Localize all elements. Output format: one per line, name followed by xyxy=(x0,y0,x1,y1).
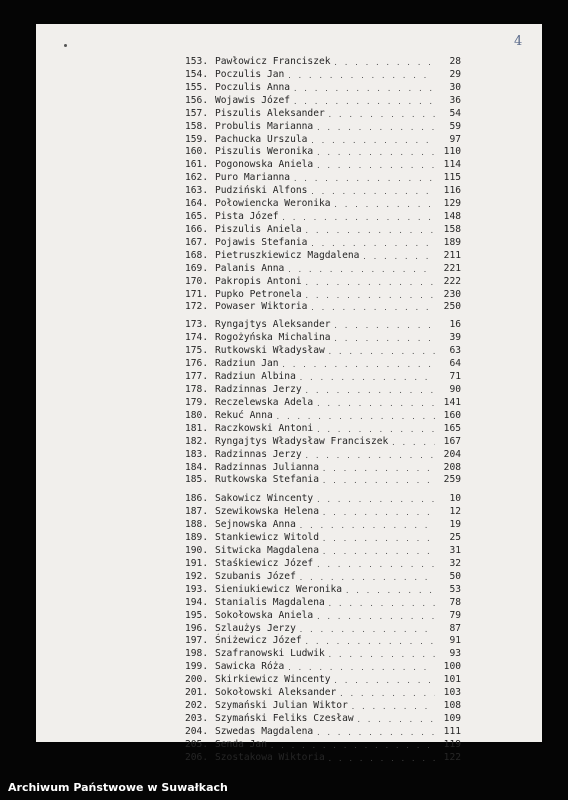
entry-number: 180. xyxy=(185,409,209,421)
entry-page: 129 xyxy=(443,198,461,210)
entry-name: Piszulis Aniela xyxy=(215,223,302,235)
entry-number: 199. xyxy=(185,661,209,673)
entry-page: 97 xyxy=(449,133,461,145)
entry-page: 111 xyxy=(443,725,461,737)
entry-number: 189. xyxy=(185,532,209,544)
entry-number: 179. xyxy=(185,396,209,408)
entry-name: Ryngajtys Aleksander xyxy=(215,319,331,331)
entry-number: 196. xyxy=(185,622,209,634)
entry-number: 190. xyxy=(185,545,209,557)
entry-name: Radzinnas Jerzy xyxy=(215,384,302,395)
list-item xyxy=(185,461,461,473)
dot-leader xyxy=(299,520,435,530)
dot-leader xyxy=(282,359,435,369)
entry-number: 168. xyxy=(185,249,209,261)
dot-leader xyxy=(316,559,435,569)
dot-leader xyxy=(328,598,435,608)
entry-number: 205. xyxy=(185,738,209,750)
entry-name: Połowiencka Weronika xyxy=(215,198,331,210)
list-item xyxy=(185,68,461,80)
entry-page: 78 xyxy=(449,596,461,608)
entry-name: Reczelewska Adela xyxy=(215,396,314,408)
entry-page: 10 xyxy=(449,493,461,505)
list-item xyxy=(185,660,461,672)
entry-name: Szymański Feliks Czesław xyxy=(215,713,354,724)
page-number-handwritten: 4 xyxy=(514,34,523,49)
entry-number: 177. xyxy=(185,371,209,383)
entry-page: 230 xyxy=(443,288,461,300)
entry-page: 116 xyxy=(443,185,461,197)
entry-name: Pawłowicz Franciszek xyxy=(215,56,331,67)
entry-number: 167. xyxy=(185,236,209,248)
dot-leader xyxy=(270,740,435,750)
entry-page: 148 xyxy=(443,211,461,223)
list-item xyxy=(185,55,461,67)
entry-page: 93 xyxy=(449,648,461,660)
entry-name: Stankiewicz Witold xyxy=(215,532,319,544)
list-item xyxy=(185,344,461,356)
list-item xyxy=(185,249,461,261)
entry-page: 108 xyxy=(443,700,461,712)
list-item xyxy=(185,357,461,369)
entry-page: 30 xyxy=(449,81,461,93)
dot-leader xyxy=(316,611,435,621)
list-item xyxy=(185,492,461,504)
entry-name: Rogożyńska Michalina xyxy=(215,332,331,344)
dot-leader xyxy=(305,385,435,395)
entry-page: 100 xyxy=(443,661,461,673)
entry-name: Radziun Jan xyxy=(215,358,279,370)
entry-page: 204 xyxy=(443,448,461,460)
list-item xyxy=(185,81,461,93)
entry-page: 63 xyxy=(449,345,461,357)
list-item xyxy=(185,383,461,395)
entry-name: Piszulis Aleksander xyxy=(215,107,325,119)
entry-number: 175. xyxy=(185,345,209,357)
entry-name: Szewikowska Helena xyxy=(215,506,319,518)
dot-leader xyxy=(362,251,435,261)
dot-leader xyxy=(322,475,435,485)
entry-page: 109 xyxy=(443,713,461,724)
dot-leader xyxy=(334,675,435,685)
list-item xyxy=(185,435,461,447)
entry-number: 169. xyxy=(185,262,209,274)
list-item xyxy=(185,596,461,608)
entry-page: 29 xyxy=(449,68,461,80)
list-item xyxy=(185,171,461,183)
entry-number: 164. xyxy=(185,198,209,210)
dot-leader xyxy=(316,424,435,434)
entry-page: 71 xyxy=(449,371,461,383)
entry-name: Stanialis Magdalena xyxy=(215,596,325,608)
entry-number: 203. xyxy=(185,713,209,724)
entry-number: 201. xyxy=(185,687,209,699)
entry-number: 198. xyxy=(185,648,209,660)
list-item xyxy=(185,288,461,300)
entry-name: Powaser Wiktoria xyxy=(215,301,308,313)
entry-page: 12 xyxy=(449,506,461,518)
entry-number: 193. xyxy=(185,583,209,595)
entry-page: 53 xyxy=(449,583,461,595)
entry-name: Pakropis Antoni xyxy=(215,275,302,287)
entry-number: 202. xyxy=(185,700,209,712)
entry-name: Sokołowska Aniela xyxy=(215,609,314,621)
entry-name: Radziun Albina xyxy=(215,371,296,383)
entry-name: Szafranowski Ludwik xyxy=(215,648,325,660)
dot-leader xyxy=(287,662,435,672)
dot-leader xyxy=(305,277,435,287)
entry-number: 183. xyxy=(185,448,209,460)
entry-name: Szymański Julian Wiktor xyxy=(215,700,348,712)
list-item xyxy=(185,544,461,556)
list-item xyxy=(185,738,461,750)
entry-name: Śniżewicz Józef xyxy=(215,635,302,647)
dot-leader xyxy=(293,96,435,106)
entry-name: Ryngajtys Władysław Franciszek xyxy=(215,435,389,447)
entry-page: 16 xyxy=(449,319,461,331)
entry-name: Pudziński Alfons xyxy=(215,185,308,197)
list-item xyxy=(185,583,461,595)
entry-number: 163. xyxy=(185,185,209,197)
entry-page: 39 xyxy=(449,332,461,344)
entry-name: Skirkiewicz Wincenty xyxy=(215,674,331,686)
entry-name: Wojawis Józef xyxy=(215,94,291,106)
entry-page: 221 xyxy=(443,262,461,274)
entry-name: Senda Jan xyxy=(215,738,267,750)
dot-leader xyxy=(305,225,435,235)
entry-name: Staśkiewicz Józef xyxy=(215,557,314,569)
list-item xyxy=(185,686,461,698)
dot-leader xyxy=(293,173,435,183)
entry-page: 87 xyxy=(449,622,461,634)
entry-page: 103 xyxy=(443,687,461,699)
entry-number: 197. xyxy=(185,635,209,647)
dot-leader xyxy=(322,463,435,473)
list-item xyxy=(185,505,461,517)
list-item xyxy=(185,262,461,274)
entry-number: 188. xyxy=(185,519,209,531)
list-item xyxy=(185,531,461,543)
dot-leader xyxy=(287,70,435,80)
entry-number: 171. xyxy=(185,288,209,300)
entry-name: Radzinnas Jerzy xyxy=(215,448,302,460)
entry-number: 204. xyxy=(185,725,209,737)
dot-leader xyxy=(299,372,435,382)
dot-leader xyxy=(322,546,435,556)
list-item xyxy=(185,751,461,763)
entry-page: 31 xyxy=(449,545,461,557)
list-item xyxy=(185,647,461,659)
entry-number: 187. xyxy=(185,506,209,518)
entry-name: Sakowicz Wincenty xyxy=(215,493,314,505)
dot-leader xyxy=(339,688,435,698)
list-item xyxy=(185,223,461,235)
entry-name: Probulis Marianna xyxy=(215,120,314,132)
entry-name: Puro Marianna xyxy=(215,172,291,184)
list-item xyxy=(185,409,461,421)
entry-number: 166. xyxy=(185,223,209,235)
dot-leader xyxy=(299,572,435,582)
entry-name: Sitwicka Magdalena xyxy=(215,545,319,557)
archive-name: Archiwum Państwowe w Suwałkach xyxy=(8,781,228,794)
entry-number: 157. xyxy=(185,107,209,119)
list-item xyxy=(185,396,461,408)
entry-number: 200. xyxy=(185,674,209,686)
dot-leader xyxy=(328,753,435,763)
entry-number: 159. xyxy=(185,133,209,145)
list-item xyxy=(185,120,461,132)
entry-name: Poczulis Anna xyxy=(215,81,291,93)
list-item xyxy=(185,725,461,737)
entry-name: Palanis Anna xyxy=(215,262,285,274)
dot-leader xyxy=(305,290,435,300)
entry-name: Radzinnas Julianna xyxy=(215,461,319,473)
entry-page: 259 xyxy=(443,474,461,486)
entry-name: Pachucka Urszula xyxy=(215,133,308,145)
list-item xyxy=(185,557,461,569)
list-item xyxy=(185,518,461,530)
entry-name: Pojawis Stefania xyxy=(215,236,308,248)
entry-page: 90 xyxy=(449,384,461,395)
entry-name: Pietruszkiewicz Magdalena xyxy=(215,249,360,261)
entry-page: 119 xyxy=(443,738,461,750)
entry-page: 110 xyxy=(443,146,461,158)
dot-leader xyxy=(334,199,435,209)
entry-number: 160. xyxy=(185,146,209,158)
list-item xyxy=(185,210,461,222)
list-item xyxy=(185,275,461,287)
list-item xyxy=(185,448,461,460)
dot-leader xyxy=(282,212,435,222)
dot-leader xyxy=(345,585,435,595)
dot-leader xyxy=(357,714,435,724)
entry-number: 158. xyxy=(185,120,209,132)
entry-name: Szlaużys Jerzy xyxy=(215,622,296,634)
entry-page: 50 xyxy=(449,570,461,582)
dot-leader xyxy=(305,636,435,646)
list-item xyxy=(185,712,461,724)
entry-name: Szubanis Józef xyxy=(215,570,296,582)
entry-number: 162. xyxy=(185,172,209,184)
entry-name: Piszulis Weronika xyxy=(215,146,314,158)
entry-page: 208 xyxy=(443,461,461,473)
list-item xyxy=(185,300,461,312)
dot-leader xyxy=(310,186,435,196)
entry-page: 115 xyxy=(443,172,461,184)
entry-page: 64 xyxy=(449,358,461,370)
entry-name: Pupko Petronela xyxy=(215,288,302,300)
entry-page: 59 xyxy=(449,120,461,132)
entry-page: 211 xyxy=(443,249,461,261)
entry-name: Szwedas Magdalena xyxy=(215,725,314,737)
list-item xyxy=(185,422,461,434)
dot-leader xyxy=(316,122,435,132)
entry-number: 194. xyxy=(185,596,209,608)
entry-page: 250 xyxy=(443,301,461,313)
entry-number: 156. xyxy=(185,94,209,106)
list-item xyxy=(185,318,461,330)
entry-page: 158 xyxy=(443,223,461,235)
dot-leader xyxy=(316,160,435,170)
entry-name: Raczkowski Antoni xyxy=(215,422,314,434)
entry-page: 222 xyxy=(443,275,461,287)
list-item xyxy=(185,107,461,119)
entry-name: Sawicka Róża xyxy=(215,661,285,673)
entry-page: 36 xyxy=(449,94,461,106)
entry-name: Poczulis Jan xyxy=(215,68,285,80)
dot-leader xyxy=(293,83,435,93)
dot-leader xyxy=(276,411,435,421)
entry-page: 101 xyxy=(443,674,461,686)
dot-leader xyxy=(334,333,435,343)
entry-number: 206. xyxy=(185,751,209,763)
list-item xyxy=(185,634,461,646)
entry-name: Rutkowska Stefania xyxy=(215,474,319,486)
list-item xyxy=(185,133,461,145)
list-item xyxy=(185,331,461,343)
list-item xyxy=(185,699,461,711)
list-item xyxy=(185,473,461,485)
entry-number: 161. xyxy=(185,159,209,171)
entry-number: 186. xyxy=(185,493,209,505)
ink-dot xyxy=(64,44,67,47)
entry-number: 178. xyxy=(185,384,209,395)
footer-bar xyxy=(0,778,568,800)
entry-number: 154. xyxy=(185,68,209,80)
list-item xyxy=(185,673,461,685)
list-item xyxy=(185,94,461,106)
entry-name: Sieniukiewicz Weronika xyxy=(215,583,343,595)
dot-leader xyxy=(316,147,435,157)
entry-name: Rutkowski Władysław xyxy=(215,345,325,357)
entry-number: 174. xyxy=(185,332,209,344)
entry-number: 181. xyxy=(185,422,209,434)
entry-page: 19 xyxy=(449,519,461,531)
list-item xyxy=(185,145,461,157)
list-item xyxy=(185,184,461,196)
entry-number: 184. xyxy=(185,461,209,473)
entry-number: 182. xyxy=(185,435,209,447)
dot-leader xyxy=(316,398,435,408)
entry-number: 185. xyxy=(185,474,209,486)
dot-leader xyxy=(391,437,435,447)
entry-number: 195. xyxy=(185,609,209,621)
entry-number: 153. xyxy=(185,56,209,67)
dot-leader xyxy=(305,450,435,460)
dot-leader xyxy=(328,109,435,119)
dot-leader xyxy=(316,494,435,504)
entry-number: 155. xyxy=(185,81,209,93)
list-item xyxy=(185,236,461,248)
entry-page: 189 xyxy=(443,236,461,248)
entry-number: 191. xyxy=(185,557,209,569)
dot-leader xyxy=(334,320,435,330)
entry-number: 165. xyxy=(185,211,209,223)
dot-leader xyxy=(316,727,435,737)
dot-leader xyxy=(328,346,435,356)
entry-page: 165 xyxy=(443,422,461,434)
entry-name: Rekuć Anna xyxy=(215,409,273,421)
entry-page: 122 xyxy=(443,751,461,763)
dot-leader xyxy=(322,533,435,543)
list-item xyxy=(185,370,461,382)
dot-leader xyxy=(351,701,435,711)
list-item xyxy=(185,158,461,170)
entry-page: 167 xyxy=(443,435,461,447)
list-item xyxy=(185,197,461,209)
entry-name: Szostakowa Wiktoria xyxy=(215,751,325,763)
entry-page: 79 xyxy=(449,609,461,621)
list-item xyxy=(185,609,461,621)
entry-page: 54 xyxy=(449,107,461,119)
entry-name: Pista Józef xyxy=(215,211,279,223)
entry-page: 25 xyxy=(449,532,461,544)
entry-page: 28 xyxy=(449,56,461,67)
dot-leader xyxy=(310,135,435,145)
entry-page: 160 xyxy=(443,409,461,421)
dot-leader xyxy=(287,264,435,274)
entry-number: 170. xyxy=(185,275,209,287)
entry-number: 192. xyxy=(185,570,209,582)
list-item xyxy=(185,570,461,582)
entry-number: 173. xyxy=(185,319,209,331)
entry-name: Sejnowska Anna xyxy=(215,519,296,531)
entry-name: Pogonowska Aniela xyxy=(215,159,314,171)
entry-page: 91 xyxy=(449,635,461,647)
entry-page: 114 xyxy=(443,159,461,171)
dot-leader xyxy=(328,649,435,659)
dot-leader xyxy=(310,238,435,248)
entry-page: 32 xyxy=(449,557,461,569)
dot-leader xyxy=(322,507,435,517)
dot-leader xyxy=(334,57,435,67)
dot-leader xyxy=(299,624,435,634)
entry-name: Sokołowski Aleksander xyxy=(215,687,337,699)
dot-leader xyxy=(310,302,435,312)
entry-page: 141 xyxy=(443,396,461,408)
list-item xyxy=(185,622,461,634)
entry-number: 176. xyxy=(185,358,209,370)
entry-number: 172. xyxy=(185,301,209,313)
